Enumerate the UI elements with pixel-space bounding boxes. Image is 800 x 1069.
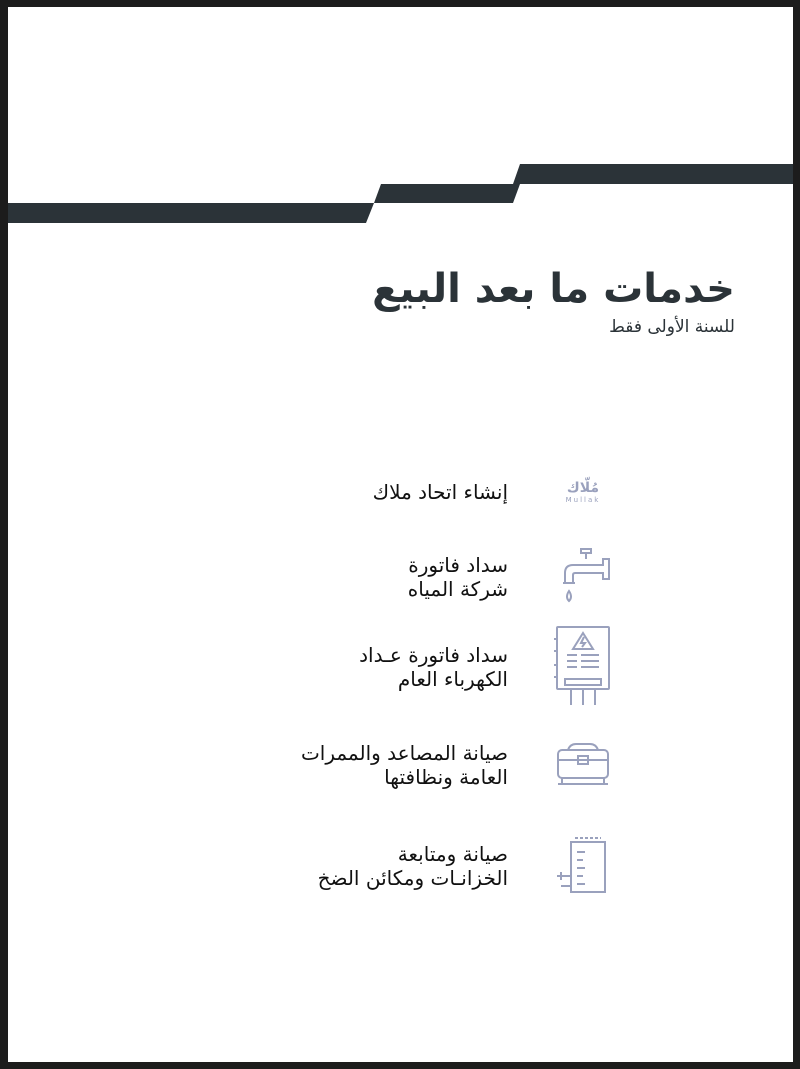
service-label [128,532,508,622]
service-item-elevator-maintenance [8,720,793,810]
mullak-logo-en: Mullak [565,495,601,504]
water-tank-icon [548,821,618,911]
header-bar-left [8,203,374,223]
service-label-line: سداد فاتورة [408,553,508,577]
brochure-page [8,7,793,1062]
mullak-logo-ar: مُلّاك [566,479,600,496]
service-item-tank-maintenance [8,821,793,911]
service-label [128,821,508,911]
title-block [372,265,735,339]
page-subtitle: للسنة الأولى فقط [609,317,735,337]
service-item-water-bill [8,532,793,622]
service-label-line: إنشاء اتحاد ملاك [372,480,508,504]
service-label [128,447,508,537]
service-label-line: الخزانـات ومكائن الضخ [317,866,508,890]
decorative-header-bars [8,7,793,247]
mullak-logo-icon [548,447,618,537]
service-label-line: الكهرباء العام [397,667,508,691]
header-bar-middle [374,184,520,203]
service-label-line: صيانة ومتابعة [397,842,508,866]
elevator-maintenance-icon [548,720,618,810]
header-bar-right [513,164,793,184]
service-label [128,720,508,810]
service-label-line: العامة ونظافتها [384,765,508,789]
page-title: خدمات ما بعد البيع [372,266,735,312]
service-label-line: شركة المياه [407,577,508,601]
water-tap-icon [548,532,618,622]
service-label-line: سداد فاتورة عـداد [359,643,508,667]
service-item-electricity-bill [8,622,793,712]
electric-meter-icon [548,622,618,712]
service-item-owners-association [8,447,793,537]
service-label [128,622,508,712]
service-label-line: صيانة المصاعد والممرات [300,741,508,765]
